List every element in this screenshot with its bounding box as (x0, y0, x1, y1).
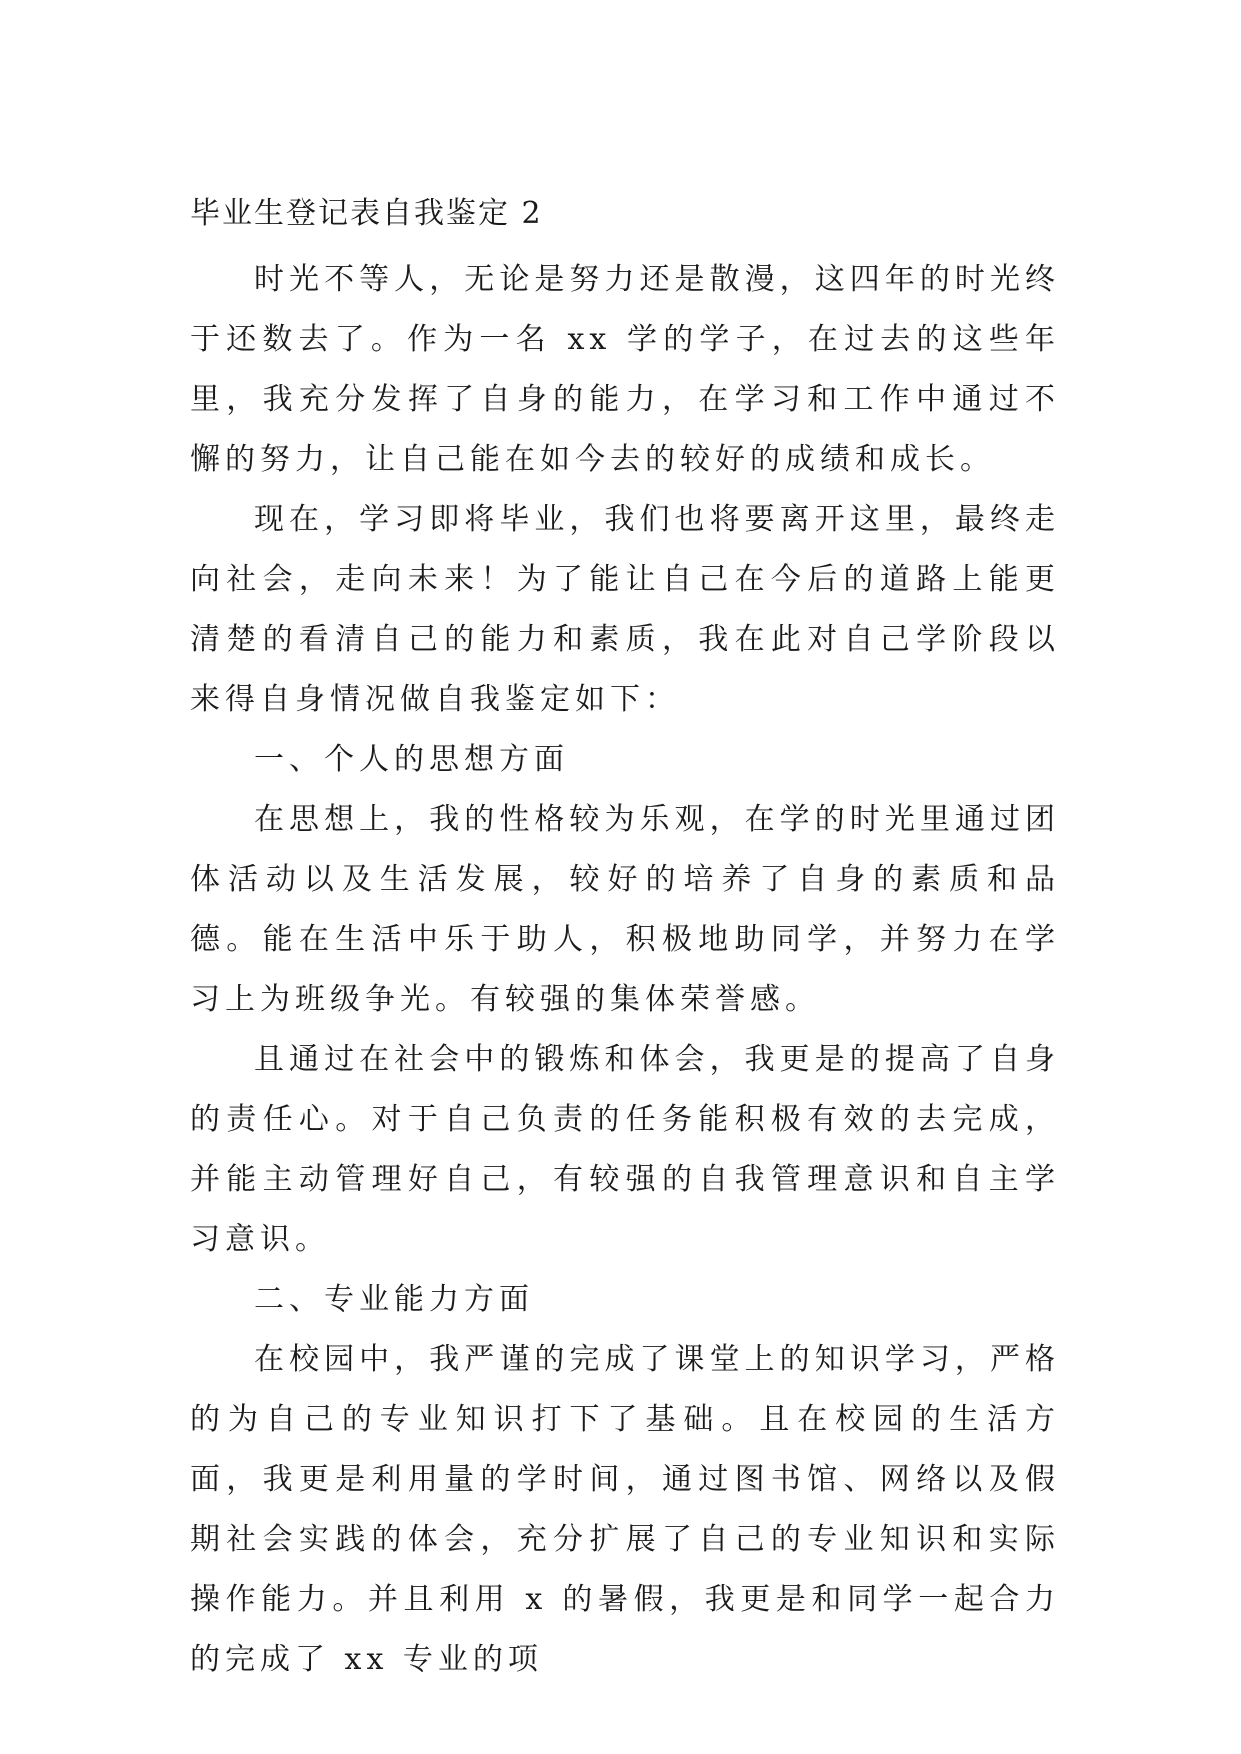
paragraph-responsibility: 且通过在社会中的锻炼和体会，我更是的提高了自身的责任心。对于自己负责的任务能积极有效的去完成，并能主动管理好自己，有较强的自我管理意识和自主学习意识。 (190, 1042, 1060, 1257)
document-body (190, 250, 1060, 1690)
paragraph-thought: 在思想上，我的性格较为乐观，在学的时光里通过团体活动以及生活发展，较好的培养了自身的素质和品德。能在生活中乐于助人，积极地助同学，并努力在学习上为班级争光。有较强的集体荣誉感。 (190, 802, 1060, 1017)
document-title: 毕业生登记表自我鉴定 2 (190, 196, 543, 231)
paragraph-purpose: 现在，学习即将毕业，我们也将要离开这里，最终走向社会，走向未来！为了能让自己在今后的道路上能更清楚的看清自己的能力和素质，我在此对自己学阶段以来得自身情况做自我鉴定如下： (190, 502, 1060, 717)
section-heading-thought: 一、个人的思想方面 (254, 742, 569, 777)
section-heading-professional: 二、专业能力方面 (254, 1282, 534, 1317)
paragraph-professional: 在校园中，我严谨的完成了课堂上的知识学习，严格的为自己的专业知识打下了基础。且在校园的生活方面，我更是利用量的学时间，通过图书馆、网络以及假期社会实践的体会，充分扩展了自己的专业知识和实际操作能力。并且利用 x 的暑假，我更是和同学一起合力的完成了 xx 专业的项 (190, 1342, 1060, 1677)
paragraph-intro: 时光不等人，无论是努力还是散漫，这四年的时光终于还数去了。作为一名 xx 学的学子，在过去的这些年里，我充分发挥了自身的能力，在学习和工作中通过不懈的努力，让自己能在如今去的较好的成绩和成长。 (190, 262, 1060, 477)
